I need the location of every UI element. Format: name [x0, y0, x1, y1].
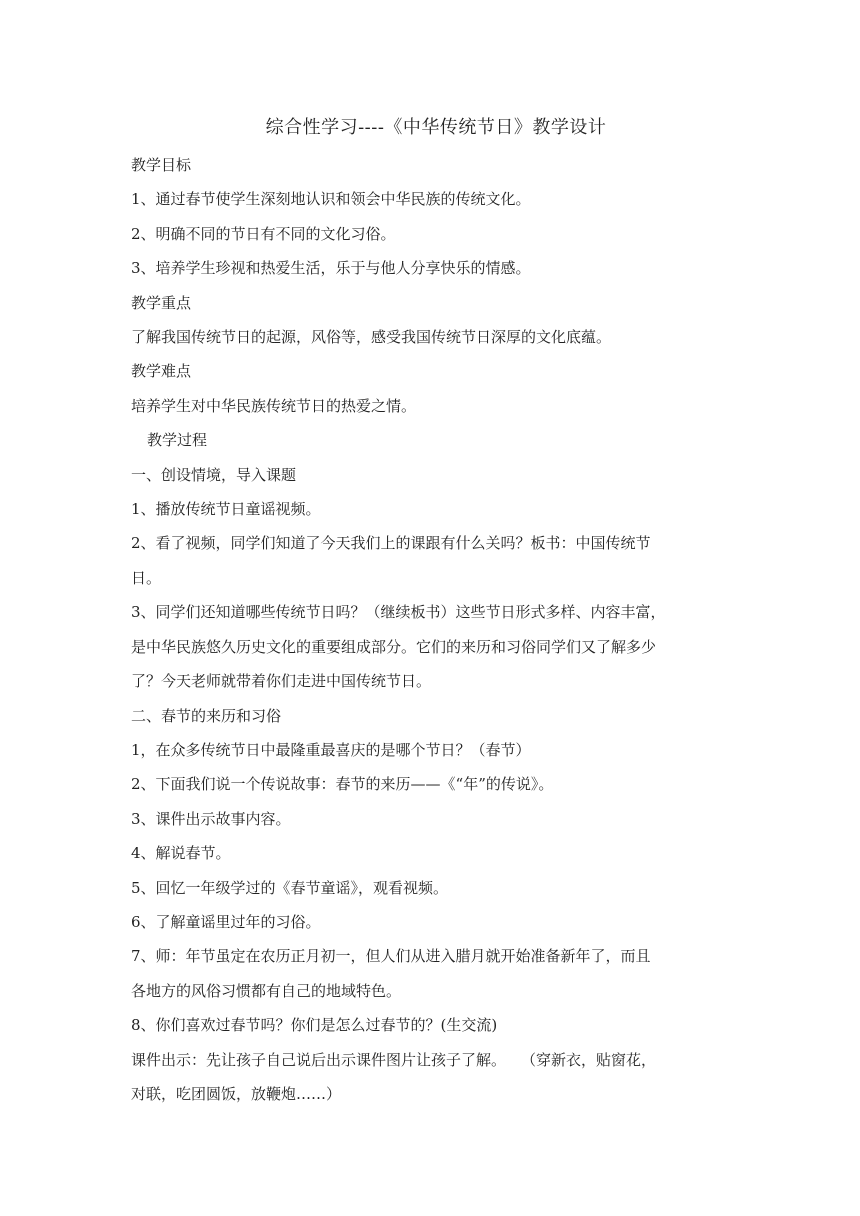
section-heading-difficulties: 教学难点: [131, 362, 192, 381]
process-line: 1，在众多传统节日中最隆重最喜庆的是哪个节日？（春节）: [131, 740, 531, 759]
section-heading-key-points: 教学重点: [131, 293, 192, 312]
process-line: 2、看了视频，同学们知道了今天我们上的课跟有什么关吗？板书：中国传统节: [131, 534, 651, 553]
process-line: 8、你们喜欢过春节吗？你们是怎么过春节的？(生交流): [131, 1016, 498, 1035]
process-line: 3、同学们还知道哪些传统节日吗？（继续板书）这些节日形式多样、内容丰富，: [131, 603, 666, 622]
process-line: 6、了解童谣里过年的习俗。: [131, 912, 321, 931]
process-line: 4、解说春节。: [131, 844, 231, 863]
process-line: 2、下面我们说一个传说故事：春节的来历——《“年”的传说》。: [131, 775, 554, 794]
section-heading-teaching-goals: 教学目标: [131, 156, 192, 174]
goal-item-1: 1、通过春节使学生深刻地认识和领会中华民族的传统文化。: [131, 190, 531, 209]
document-body: [131, 112, 741, 1111]
process-line: 对联，吃团圆饭，放鞭炮……）: [131, 1084, 342, 1103]
process-line: 日。: [131, 568, 162, 587]
part-one-heading: 一、创设情境，导入课题: [131, 465, 297, 484]
process-line: 7、师：年节虽定在农历正月初一，但人们从进入腊月就开始准备新年了，而且: [131, 947, 651, 966]
process-line: 3、课件出示故事内容。: [131, 809, 291, 828]
key-points-text: 了解我国传统节日的起源，风俗等，感受我国传统节日深厚的文化底蕴。: [131, 328, 612, 347]
document-title: 综合性学习----《中华传统节日》教学设计: [265, 117, 607, 138]
process-line: 是中华民族悠久历史文化的重要组成部分。它们的来历和习俗同学们又了解多少: [131, 637, 657, 656]
process-line: 5、回忆一年级学过的《春节童谣》，观看视频。: [131, 878, 449, 897]
process-line: 1、播放传统节日童谣视频。: [131, 500, 321, 519]
process-line: 课件出示：先让孩子自己说后出示课件图片让孩子了解。 （穿新衣，贴窗花，: [131, 1050, 657, 1069]
goal-item-2: 2、明确不同的节日有不同的文化习俗。: [131, 224, 396, 243]
process-line: 了？今天老师就带着你们走进中国传统节日。: [131, 672, 432, 691]
goal-item-3: 3、培养学生珍视和热爱生活，乐于与他人分享快乐的情感。: [131, 259, 531, 278]
process-line: 各地方的风俗习惯都有自己的地域特色。: [131, 981, 402, 1000]
part-two-heading: 二、春节的来历和习俗: [131, 706, 282, 725]
difficulties-text: 培养学生对中华民族传统节日的热爱之情。: [131, 396, 417, 415]
section-heading-teaching-process: 教学过程: [147, 431, 208, 450]
